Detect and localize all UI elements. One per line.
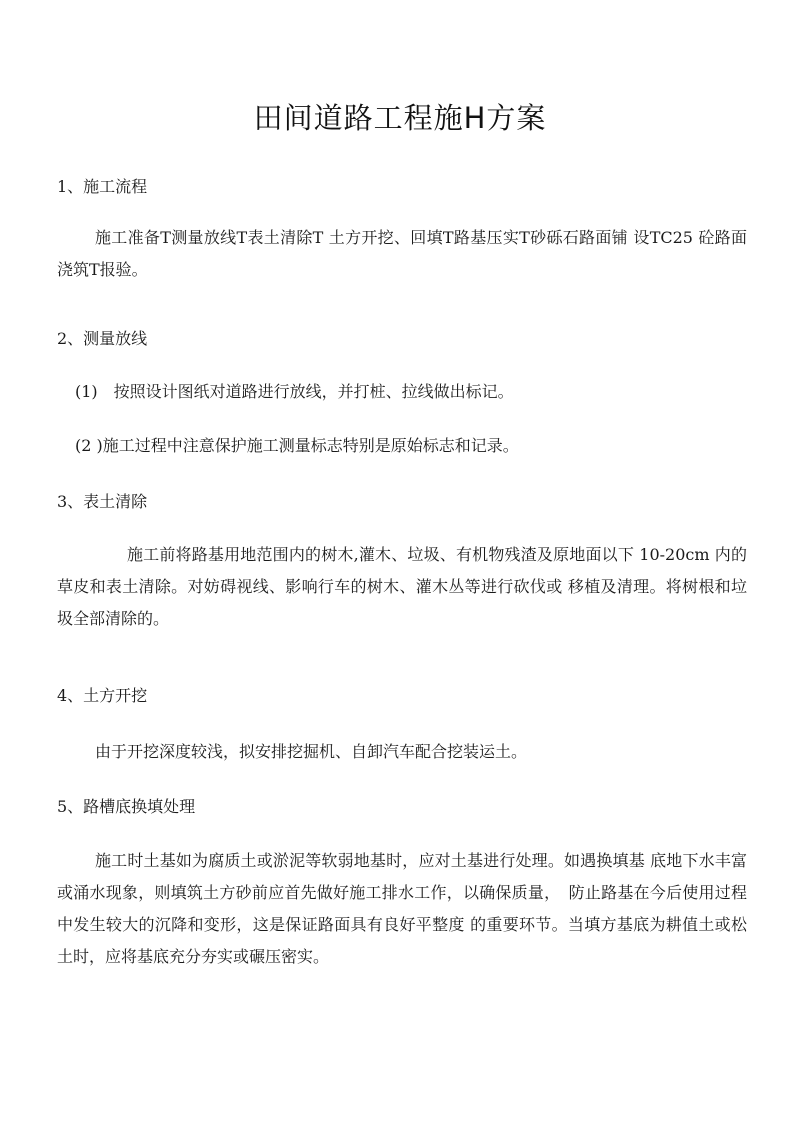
section-2-item-1: (1) 按照设计图纸对道路进行放线，并打桩、拉线做出标记。 [75,382,514,401]
section-4-paragraph: 由于开挖深度较浅，拟安排挖掘机、自卸汽车配合挖装运土。 [95,742,528,761]
section-5-paragraph: 施工时土基如为腐质土或淤泥等软弱地基时，应对土基进行处理。如遇换填基 底地下水丰富或涌水现象，则填筑土方砂前应首先做好施工排水工作，以确保质量， 防止路基在今后使用过程中发生较大的沉降和变形，这是保证路面具有良好平整度 的重要环节。当填方基底为耕值土或松土时，应将基底充分夯实或碾压密实。 [57,851,747,966]
section-2-item-2: (2 )施工过程中注意保护施工测量标志特别是原始标志和记录。 [75,436,519,455]
section-3-paragraph: 施工前将路基用地范围内的树木,灌木、垃圾、有机物残渣及原地面以下 10-20cm 内的草皮和表土清除。对妨碍视线、影响行车的树木、灌木丛等进行砍伐或 移植及清理。将树根和垃圾全部清除的。 [57,545,747,628]
section-heading-1: 1、施工流程 [57,177,148,196]
section-heading-3: 3、表土清除 [57,492,148,511]
section-heading-5: 5、路槽底换填处理 [57,797,196,816]
section-heading-2: 2、测量放线 [57,329,148,348]
section-1-paragraph: 施工准备T测量放线T表土清除T 土方开挖、回填T路基压实T砂砾石路面铺 设TC25 砼路面浇筑T报验。 [57,228,747,279]
document-title: 田间道路工程施H方案 [253,101,547,135]
section-heading-4: 4、土方开挖 [57,686,148,705]
